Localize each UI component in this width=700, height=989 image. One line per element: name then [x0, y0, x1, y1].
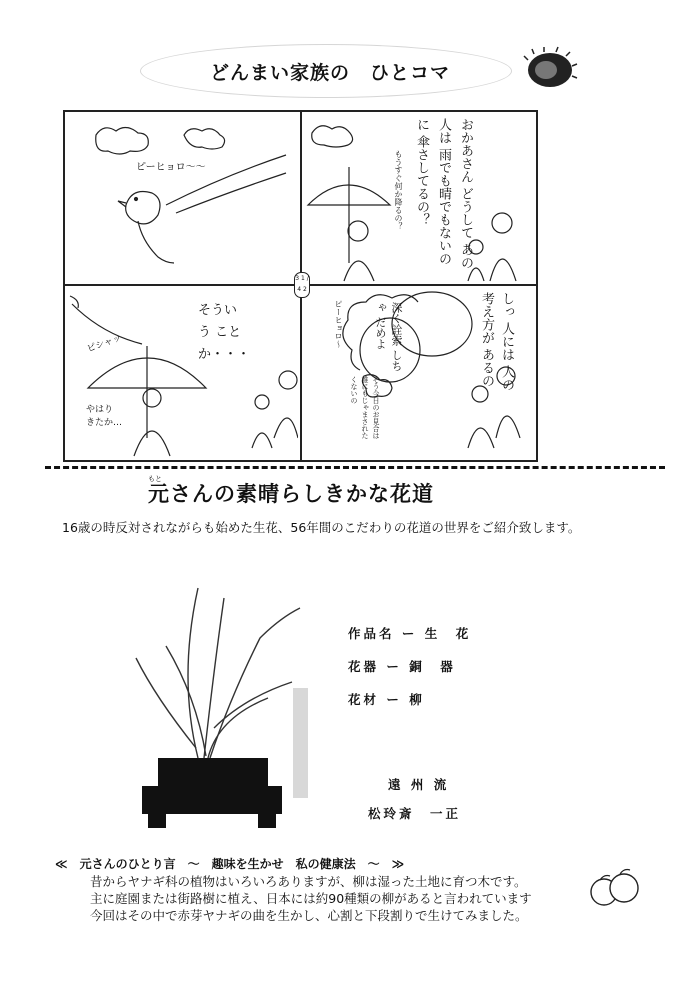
artwork-school: 遠 州 流 — [388, 777, 450, 792]
artwork-material: 花材 ー 柳 — [348, 692, 425, 707]
artwork-vessel: 花器 ー 銅 器 — [348, 659, 456, 674]
ikebana-photo — [118, 568, 308, 838]
man-speech-text: やはり きたか… — [86, 405, 123, 428]
chestnut-icon — [522, 46, 578, 92]
comic-panel-3-art — [66, 288, 298, 460]
footer-line-3: 今回はその中で赤芽ヤナギの曲を生かし、心割と下段割りで生けてみました。 — [90, 908, 528, 923]
panel-order-badge: 3 1 / 4 2 — [294, 272, 310, 298]
footer-line-1: 昔からヤナギ科の植物はいろいろありますが、柳は湿った土地に育つ木です。 — [90, 874, 527, 889]
title-ruby: もと — [148, 475, 162, 483]
section-intro: 16歳の時反対されながらも始めた生花、56年間のこだわりの花道の世界をご紹介致します。 — [62, 520, 581, 535]
artwork-name: 作品名 ー 生 花 — [348, 626, 472, 641]
bird-sound-text-2: ピーヒョロ〜 — [334, 300, 343, 348]
bird-sound-text: ピーヒョロ〜〜 — [136, 162, 206, 173]
mother-speech-text: しっ 人には 人の考え方が あるの — [479, 292, 514, 392]
thought-bubble-text: そう今日のお見合は誰にもじゃまされたくないの — [350, 376, 380, 439]
footer-heading: ≪ 元さんのひとり言 〜 趣味を生かせ 私の健康法 〜 ≫ — [55, 857, 405, 871]
mother-warning-text: 深く詮索 しちゃ だめよ — [374, 302, 403, 372]
citrus-fruits-icon — [588, 866, 640, 910]
page-title: どんまい家族の ひとコマ — [209, 62, 450, 84]
child-question-text: おかあさん どうして あの人は 雨でも晴でもないのに 傘さしてるの？ — [414, 118, 473, 270]
section-separator — [45, 466, 665, 469]
child-whisper-text: もうすぐ何か降るの？ — [394, 150, 403, 230]
splash-sound-text: ピシャッ — [85, 333, 123, 355]
section-title: 元さんの素晴らしきかな花道 — [148, 482, 434, 506]
artwork-artist: 松玲斎 一正 — [368, 806, 462, 821]
child-realization-text: そういう ことか・・・ — [198, 303, 251, 362]
comic-panel-1-art — [66, 113, 298, 283]
footer-line-2: 主に庭園または街路樹に植え、日本には約90種類の柳があると言われています — [90, 891, 532, 906]
